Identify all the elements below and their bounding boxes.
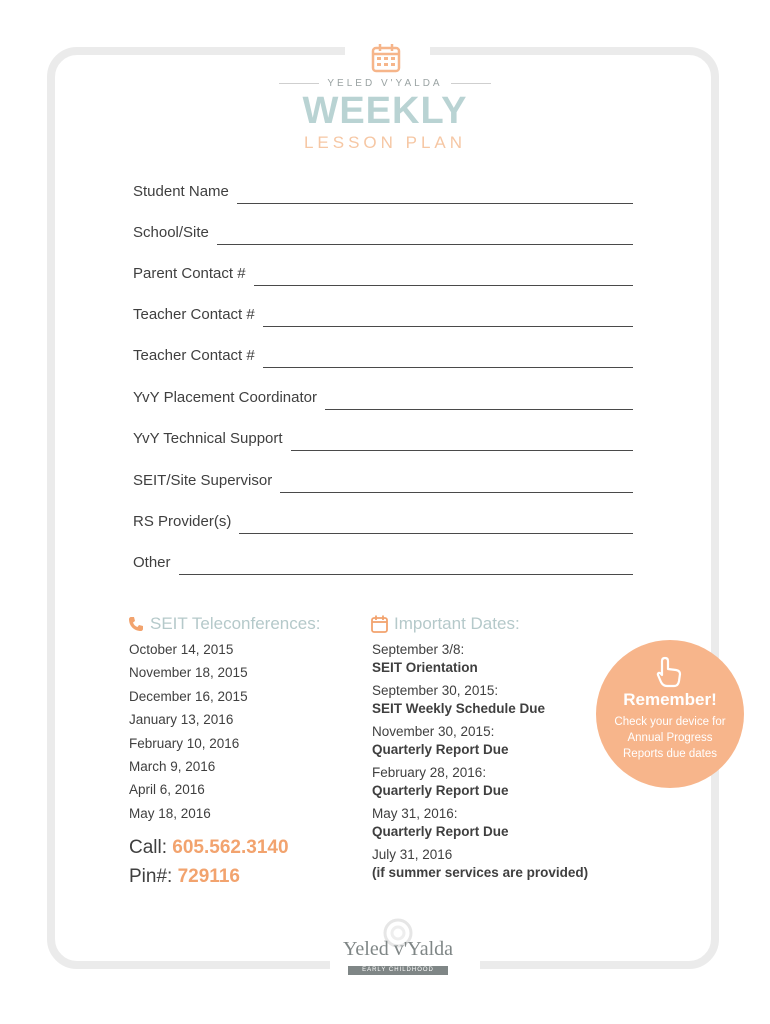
date-title: Quarterly Report Due [372, 783, 509, 798]
date-title: Quarterly Report Due [372, 824, 509, 839]
date-title: (if summer services are provided) [372, 865, 589, 880]
field-label: Other [133, 554, 171, 571]
field-label: YvY Placement Coordinator [133, 389, 317, 406]
field-site-supervisor [133, 469, 633, 493]
list-item: April 6, 2016 [129, 782, 205, 798]
field-placement-coordinator [133, 386, 633, 410]
list-item: May 18, 2016 [129, 805, 211, 821]
fill-in-line[interactable] [254, 275, 633, 286]
footer-logo [338, 918, 458, 982]
remember-badge [596, 640, 744, 788]
field-label: RS Provider(s) [133, 513, 232, 530]
date-title: Quarterly Report Due [372, 742, 509, 757]
field-label: Student Name [133, 183, 229, 200]
page-subtitle: LESSON PLAN [303, 133, 467, 152]
list-item: November 18, 2015 [129, 665, 248, 681]
logo-name: Yeled v'Yalda [342, 938, 454, 960]
call-label: Call: [129, 837, 168, 858]
teleconference-dates [129, 640, 248, 827]
field-label: YvY Technical Support [133, 430, 283, 447]
remember-title: Remember! [623, 690, 717, 709]
field-teacher-contact-2 [133, 344, 633, 368]
fill-in-line[interactable] [217, 234, 633, 245]
field-label: Parent Contact # [133, 265, 246, 282]
field-rs-providers [133, 510, 633, 534]
field-label: School/Site [133, 224, 209, 241]
brand-name: YELED V'YALDA [327, 78, 443, 89]
fill-in-line[interactable] [280, 482, 633, 493]
fill-in-line[interactable] [263, 357, 633, 368]
fill-in-line[interactable] [325, 399, 633, 410]
fill-in-line[interactable] [179, 564, 633, 575]
pin-label: Pin#: [129, 866, 173, 887]
field-teacher-contact-1 [133, 303, 633, 327]
list-item: March 9, 2016 [129, 758, 216, 774]
fill-in-line[interactable] [263, 316, 633, 327]
fill-in-line[interactable] [239, 523, 633, 534]
date-label: September 30, 2015: [372, 683, 499, 698]
date-label: May 31, 2016: [372, 806, 458, 821]
pointing-hand-icon [656, 656, 684, 688]
brand-line [0, 78, 770, 89]
field-technical-support [133, 427, 633, 451]
fill-in-line[interactable] [237, 193, 633, 204]
date-title: SEIT Orientation [372, 660, 478, 675]
field-school-site [133, 221, 633, 245]
call-info [129, 833, 289, 891]
call-number: 605.562.3140 [172, 837, 289, 858]
page-title: WEEKLY [302, 90, 468, 132]
field-other [133, 551, 633, 575]
list-item: December 16, 2015 [129, 688, 248, 704]
field-label: SEIT/Site Supervisor [133, 472, 273, 489]
list-item: October 14, 2015 [129, 642, 234, 657]
date-label: July 31, 2016 [372, 847, 453, 862]
fill-in-line[interactable] [291, 440, 633, 451]
date-label: November 30, 2015: [372, 724, 495, 739]
list-item: January 13, 2016 [129, 712, 234, 728]
date-label: September 3/8: [372, 642, 465, 657]
important-dates-list [372, 641, 588, 887]
calendar-icon [371, 615, 388, 633]
logo-tagline: EARLY CHILDHOOD CENTER [348, 966, 448, 975]
list-item: February 10, 2016 [129, 735, 240, 751]
field-parent-contact [133, 262, 633, 286]
remember-text: Check your device for Annual Progress Reports due dates [614, 716, 726, 760]
calendar-icon [371, 43, 401, 73]
date-title: SEIT Weekly Schedule Due [372, 701, 546, 716]
teleconferences-heading: SEIT Teleconferences: [128, 614, 320, 634]
date-label: February 28, 2016: [372, 765, 487, 780]
field-label: Teacher Contact # [133, 306, 255, 323]
field-label: Teacher Contact # [133, 347, 255, 364]
phone-icon [128, 616, 144, 632]
important-dates-heading: Important Dates: [371, 614, 520, 634]
field-student-name [133, 180, 633, 204]
pin-number: 729116 [177, 866, 240, 887]
